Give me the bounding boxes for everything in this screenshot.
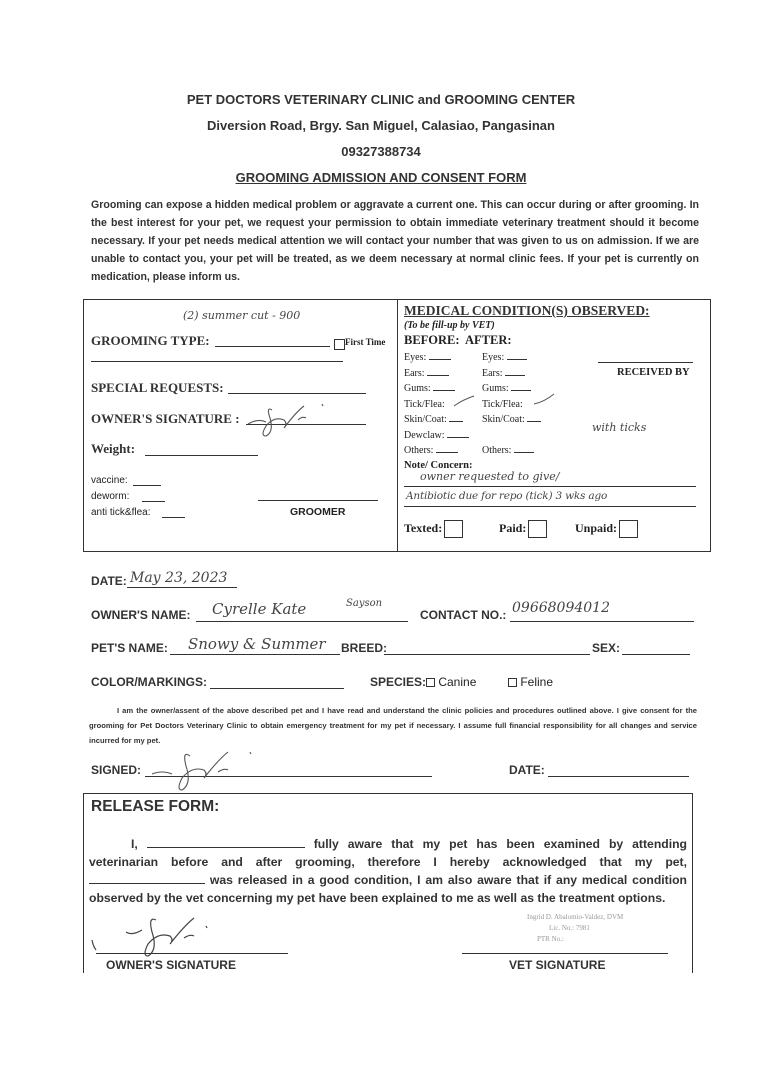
vaccine-line[interactable] [133, 485, 161, 486]
before-row-ears[interactable]: Ears: [404, 366, 469, 382]
tick-flea-check-marks [440, 392, 560, 412]
release-right-rule [692, 793, 693, 973]
grooming-type-handwritten: (2) summer cut - 900 [183, 309, 301, 322]
note-handwritten-1: owner requested to give/ [420, 470, 560, 483]
breed-line[interactable] [384, 654, 590, 655]
before-row-tick[interactable]: Tick/Flea: [404, 398, 445, 410]
breed-label: BREED: [341, 641, 388, 655]
after-row-others[interactable]: Others: [482, 443, 541, 459]
anti-tick-line[interactable] [162, 517, 185, 518]
vet-signature-line[interactable] [462, 953, 668, 954]
before-row-skin[interactable]: Skin/Coat: [404, 412, 469, 428]
note-handwritten-2: Antibiotic due for repo (tick) 3 wks ago [406, 490, 608, 502]
date-line[interactable] [127, 587, 237, 588]
note-line-2[interactable] [404, 506, 696, 507]
consent-signature-scribble [148, 744, 258, 794]
before-row-eyes[interactable]: Eyes: [404, 350, 469, 366]
groomer-line[interactable] [258, 500, 378, 501]
date-label: DATE: [91, 574, 127, 588]
paid-field[interactable]: Paid: [499, 520, 547, 538]
pet-name-handwritten: Snowy & Summer [188, 635, 326, 653]
vet-stamp: Ingrid D. Abalomio-Valdez, DVM Lic. No.: 7981 PTR No.: [527, 913, 624, 943]
pet-name-line[interactable] [170, 654, 340, 655]
vet-signature-label: VET SIGNATURE [509, 958, 606, 972]
clinic-name: PET DOCTORS VETERINARY CLINIC and GROOMING CENTER [186, 92, 576, 107]
intro-paragraph: Grooming can expose a hidden medical problem or aggravate a current one. This can occur during or after grooming. In the best interest for your pet, we request your permission to obtain immediate veterinary treatment should it become necessary. If your pet needs medical attention we will contact your number that was given to us on admission. If we are unable to contact you, your pet will be treated, as we deem necessary at normal clinic fees. If your pet is currently on medication, please inform us. [91, 199, 699, 283]
species-option-feline[interactable]: Feline [508, 675, 553, 689]
after-row-eyes[interactable]: Eyes: [482, 350, 541, 366]
sex-label: SEX: [592, 641, 621, 655]
first-time-label: First Time [345, 337, 386, 347]
contact-label: CONTACT NO.: [420, 608, 507, 622]
special-requests-label: SPECIAL REQUESTS: [91, 380, 224, 395]
after-row-tick[interactable]: Tick/Flea: [482, 398, 523, 410]
date-handwritten: May 23, 2023 [130, 570, 228, 586]
color-markings-line[interactable] [210, 688, 344, 689]
anti-tick-label: anti tick&flea: [91, 507, 151, 518]
weight-label: Weight: [91, 441, 136, 456]
box-divider [397, 300, 398, 551]
note-line-1[interactable] [404, 486, 696, 487]
owner-signature-line-release[interactable] [96, 953, 288, 954]
owner-signature-label: OWNER'S SIGNATURE : [91, 411, 240, 426]
owner-name-handwritten: Cyrelle Kate [212, 600, 307, 618]
consent-paragraph: I am the owner/assent of the above described pet and I have read and understand the clinic policies and procedures outlined above. I give consent for the grooming for Pet Doctors Veterinary Clinic to obtain emergency treatment for my pet if necessary. I assume full financial responsibility for all changes and service incurred for my pet. [89, 706, 697, 745]
note-concern-label: Note/ Concern: [404, 460, 473, 471]
release-owner-blank[interactable] [147, 847, 305, 848]
before-row-gums[interactable]: Gums: [404, 381, 469, 397]
pet-name-label: PET'S NAME: [91, 641, 168, 655]
consent-date-label: DATE: [509, 763, 545, 777]
received-by-label: RECEIVED BY [617, 367, 690, 378]
release-owner-signature-label: OWNER'S SIGNATURE [106, 958, 236, 972]
received-by-line[interactable] [598, 362, 693, 363]
owner-surname-handwritten: Sayson [346, 598, 383, 609]
grooming-type-line-2[interactable] [91, 361, 343, 362]
form-title: GROOMING ADMISSION AND CONSENT FORM [235, 170, 527, 185]
clinic-address: Diversion Road, Brgy. San Miguel, Calasiao, Pangasinan [207, 118, 555, 133]
contact-handwritten: 09668094012 [512, 600, 610, 616]
weight-line[interactable] [145, 455, 258, 456]
after-row-skin[interactable]: Skin/Coat: [482, 412, 541, 428]
special-requests-line[interactable] [228, 393, 366, 394]
first-time-checkbox[interactable] [334, 336, 345, 354]
signed-label: SIGNED: [91, 763, 142, 777]
consent-date-line[interactable] [548, 776, 689, 777]
color-markings-label: COLOR/MARKINGS: [91, 675, 207, 689]
release-left-rule [83, 793, 84, 973]
texted-field[interactable]: Texted: [404, 520, 463, 538]
unpaid-field[interactable]: Unpaid: [575, 520, 638, 538]
species-option-canine[interactable]: Canine [426, 675, 476, 689]
release-top-rule [83, 793, 693, 794]
after-row-ears[interactable]: Ears: [482, 366, 541, 382]
clinic-phone: 09327388734 [341, 144, 421, 159]
contact-line[interactable] [510, 621, 694, 622]
vaccine-label: vaccine: [91, 475, 128, 486]
deworm-label: deworm: [91, 491, 130, 502]
release-form-title: RELEASE FORM: [91, 798, 220, 815]
release-pet-blank[interactable] [89, 883, 205, 884]
medical-subtitle: (To be fill-up by VET) [404, 320, 495, 331]
before-label: BEFORE: [404, 333, 460, 347]
before-row-dewclaw[interactable]: Dewclaw: [404, 428, 469, 444]
release-paragraph: I, fully aware that my pet has been examined by attending veterinarian before and after grooming, therefore I hereby acknowledged that my pet, was released in a good condition, I am also aware that if any medical condition observed by the vet concerning my pet have been explained to me as well as the treatment options. [89, 837, 687, 905]
species-label: SPECIES: [370, 675, 427, 689]
after-label: AFTER: [465, 333, 512, 347]
deworm-line[interactable] [142, 501, 165, 502]
owner-name-line[interactable] [196, 621, 408, 622]
after-row-gums[interactable]: Gums: [482, 381, 541, 397]
owner-signature-scribble [244, 398, 334, 440]
before-row-others[interactable]: Others: [404, 443, 469, 459]
sex-line[interactable] [622, 654, 690, 655]
grooming-type-label: GROOMING TYPE: [91, 333, 210, 348]
groomer-label: GROOMER [290, 506, 346, 518]
grooming-type-line[interactable] [215, 346, 330, 347]
owner-name-label: OWNER'S NAME: [91, 608, 191, 622]
handwritten-with-ticks: with ticks [592, 421, 647, 434]
medical-title: MEDICAL CONDITION(S) OBSERVED: [404, 303, 650, 318]
